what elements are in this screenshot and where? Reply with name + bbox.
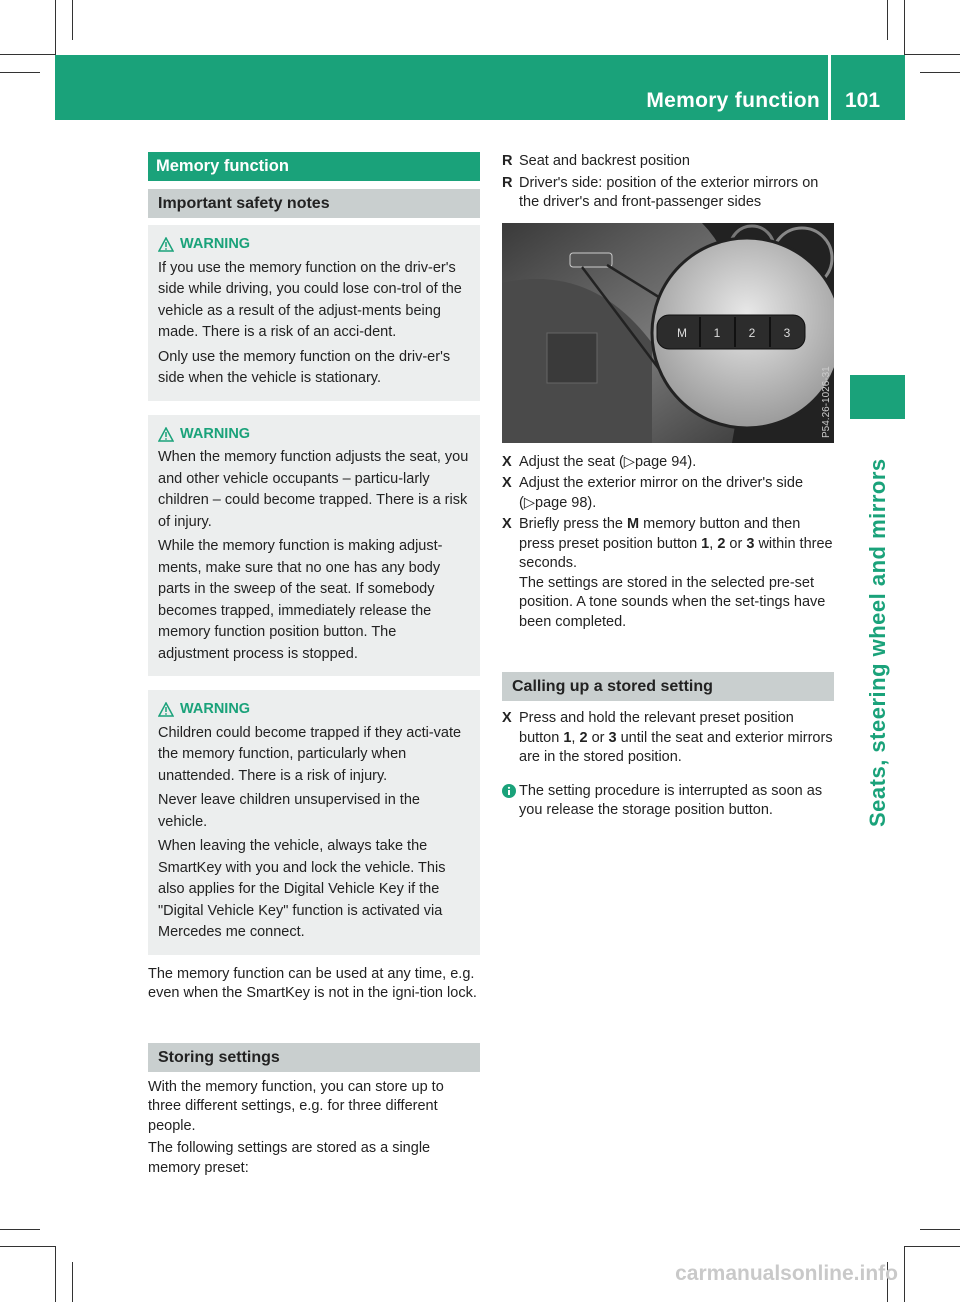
step-item	[502, 515, 834, 632]
side-chapter-title	[862, 458, 894, 1058]
step-text: Adjust the exterior mirror on the driver's side (	[519, 475, 804, 511]
right-column	[502, 152, 834, 821]
crop-mark	[920, 72, 960, 73]
step-result: The settings are stored in the selected pre-set position. A tone sounds when the set-tings have been completed.	[519, 574, 826, 630]
step-text: ,	[571, 729, 580, 746]
step-text: Adjust the seat (	[519, 453, 624, 470]
body-paragraph: The memory function can be used at any time, e.g. even when the SmartKey is not in the igni-tion lock.	[148, 965, 477, 1001]
step-text: within three seconds.	[519, 535, 833, 571]
warning-triangle-icon	[158, 702, 174, 717]
warning-paragraph: When leaving the vehicle, always take the SmartKey with you and lock the vehicle. This also applies for the Digital Vehicle Key if the "Digital Vehicle Key" function is activated via Mercedes me connect.	[158, 838, 446, 940]
crop-mark	[0, 1246, 55, 1247]
step-marker: X	[502, 710, 512, 726]
crop-mark	[0, 1229, 40, 1230]
step-bold: 3	[746, 535, 755, 552]
list-item-text: Driver's side: position of the exterior mirrors on the driver's and front-passenger sides	[519, 174, 819, 210]
crop-mark	[920, 1229, 960, 1230]
crop-mark	[0, 54, 55, 55]
list-item	[502, 174, 834, 213]
warning-paragraph: If you use the memory function on the driv-er's side while driving, you could lose con-trol of the vehicle as a result of the adjust-ments being made. There is a risk of an acci-dent.	[158, 259, 462, 340]
page-header	[55, 55, 905, 120]
step-bold: 1	[701, 535, 710, 552]
header-separator	[828, 55, 831, 120]
warning-box	[148, 225, 480, 401]
step-bold: 1	[563, 729, 572, 746]
header-title: Memory function	[646, 89, 820, 112]
bullet-marker: R	[502, 174, 513, 191]
section-title: Memory function	[148, 152, 480, 181]
step-text: Briefly press the	[519, 516, 627, 532]
photo-illustration	[502, 223, 834, 443]
warning-paragraph: While the memory function is making adjust-ments, make sure that no one has any body parts in the sweep of the seat. If somebody becomes trapped, immediately release the memory function position button. The adjustment process is stopped.	[158, 538, 443, 662]
calling-steps	[502, 709, 834, 768]
memory-button-2: 2	[748, 325, 756, 340]
side-tab-marker	[850, 375, 905, 419]
crop-mark	[904, 1246, 905, 1302]
step-text: or	[587, 729, 609, 746]
step-text: ,	[709, 535, 718, 552]
body-paragraph: With the memory function, you can store up to three different settings, e.g. for three different people.	[148, 1078, 444, 1134]
image-code: P54.26-1026-31	[821, 365, 832, 438]
step-bold: 3	[608, 729, 617, 746]
crop-mark	[72, 1262, 73, 1302]
body-paragraph: The following settings are stored as a single memory preset:	[148, 1140, 431, 1176]
page-ref-arrow-icon: ▷	[623, 453, 635, 470]
step-marker: X	[502, 516, 512, 532]
storing-steps	[502, 453, 834, 633]
step-marker: X	[502, 453, 512, 470]
warning-triangle-icon	[158, 237, 174, 252]
watermark: carmanualsonline.info	[675, 1262, 898, 1285]
step-text: Press and hold the relevant preset position button	[519, 710, 794, 746]
subsection-safety-title: Important safety notes	[148, 189, 480, 218]
warning-paragraph: Children could become trapped if they acti-vate the memory function, particularly when unattended. There is a risk of injury.	[158, 724, 462, 784]
crop-mark	[72, 0, 73, 40]
left-column	[148, 152, 480, 1181]
info-text: The setting procedure is interrupted as soon as you release the storage position button.	[519, 782, 823, 818]
crop-mark	[905, 54, 960, 55]
step-bold: 2	[579, 729, 588, 746]
bullet-marker: R	[502, 153, 513, 169]
warning-triangle-icon	[158, 427, 174, 442]
step-item	[502, 709, 834, 768]
step-text: until the seat and exterior mirrors are in the stored position.	[519, 729, 833, 765]
crop-mark	[0, 72, 40, 73]
step-bold: 2	[717, 535, 726, 552]
info-icon	[502, 784, 516, 798]
warning-paragraph: When the memory function adjusts the seat, you and other vehicle occupants – particu-larly children – could become trapped. There is a risk of injury.	[158, 449, 469, 530]
warning-label: WARNING	[180, 425, 251, 442]
subsection-calling-title: Calling up a stored setting	[502, 672, 834, 701]
stored-settings-list	[502, 152, 834, 213]
list-item	[502, 152, 834, 172]
warning-box	[148, 415, 480, 677]
step-item	[502, 474, 834, 513]
step-item	[502, 453, 834, 473]
step-bold: M	[627, 516, 640, 532]
crop-mark	[905, 1246, 960, 1247]
page-number: 101	[845, 89, 881, 112]
step-text: ).	[587, 494, 597, 511]
info-note	[502, 782, 834, 821]
step-marker: X	[502, 475, 512, 491]
page-ref-arrow-icon: ▷	[523, 494, 535, 511]
warning-header	[158, 425, 470, 445]
step-text: or	[725, 535, 747, 552]
page-ref[interactable]: page 94	[634, 453, 688, 470]
warning-label: WARNING	[180, 236, 251, 252]
step-text: ).	[687, 453, 697, 470]
memory-button-m: M	[677, 325, 687, 340]
memory-button-1: 1	[713, 325, 721, 340]
warning-box	[148, 690, 480, 955]
memory-buttons-photo	[502, 223, 834, 443]
warning-header	[158, 235, 470, 255]
list-item-text: Seat and backrest position	[519, 153, 690, 169]
subsection-storing-title: Storing settings	[148, 1043, 480, 1072]
warning-header	[158, 700, 470, 720]
step-text: memory button and then press preset position button	[519, 516, 801, 552]
warning-paragraph: Only use the memory function on the driv-er's side when the vehicle is stationary.	[158, 348, 451, 386]
page-ref[interactable]: page 98	[535, 494, 588, 511]
crop-mark	[55, 0, 56, 55]
crop-mark	[887, 0, 888, 40]
warning-paragraph: Never leave children unsupervised in the vehicle.	[158, 792, 420, 830]
crop-mark	[904, 0, 905, 55]
crop-mark	[55, 1246, 56, 1302]
memory-button-3: 3	[783, 325, 791, 340]
warning-label: WARNING	[180, 701, 251, 717]
side-chapter-title-text: Seats, steering wheel and mirrors	[865, 458, 890, 827]
